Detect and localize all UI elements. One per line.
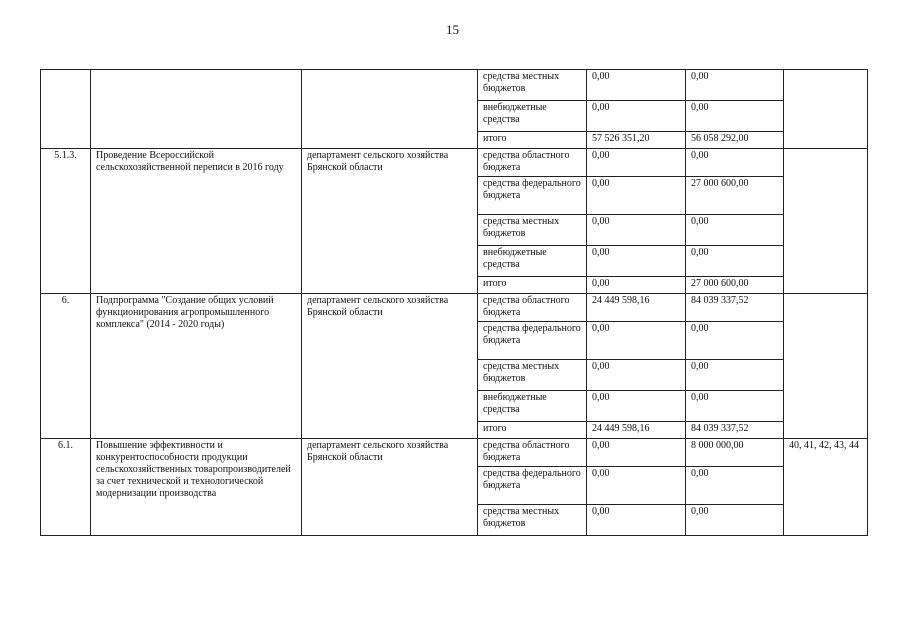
funding-source: средства федерального бюджета [478, 322, 587, 360]
amount-2016: 0,00 [686, 322, 784, 360]
item-number: 6. [41, 294, 91, 439]
amount-2016: 0,00 [686, 215, 784, 246]
item-executor: департамент сельского хозяйства Брянской области [302, 149, 478, 294]
funding-source: средства местных бюджетов [478, 70, 587, 101]
table-body [41, 70, 868, 536]
amount-2016: 0,00 [686, 101, 784, 132]
target-indicators [784, 149, 868, 294]
funding-source: средства областного бюджета [478, 439, 587, 467]
table-row [41, 294, 868, 322]
amount-2016: 27 000 600,00 [686, 177, 784, 215]
item-number [41, 70, 91, 149]
item-name: Повышение эффективности и конкурентоспособности продукции сельскохозяйственных товаропроизводителей за счет технической и технологической модернизации производства [91, 439, 302, 536]
amount-2016: 0,00 [686, 149, 784, 177]
amount-2015: 0,00 [587, 505, 686, 536]
amount-2016: 0,00 [686, 391, 784, 422]
amount-2015: 0,00 [587, 70, 686, 101]
target-indicators [784, 70, 868, 149]
item-name [91, 70, 302, 149]
amount-2016: 56 058 292,00 [686, 132, 784, 149]
amount-2015: 0,00 [587, 215, 686, 246]
funding-source: внебюджетные средства [478, 391, 587, 422]
funding-source: внебюджетные средства [478, 101, 587, 132]
budget-table [40, 69, 868, 536]
amount-2016: 0,00 [686, 70, 784, 101]
amount-2015: 0,00 [587, 391, 686, 422]
funding-source: средства областного бюджета [478, 149, 587, 177]
table-row [41, 149, 868, 177]
amount-2015: 0,00 [587, 360, 686, 391]
target-indicators [784, 294, 868, 439]
funding-source: средства областного бюджета [478, 294, 587, 322]
item-name: Проведение Всероссийской сельскохозяйственной переписи в 2016 году [91, 149, 302, 294]
amount-2015: 57 526 351,20 [587, 132, 686, 149]
amount-2016: 84 039 337,52 [686, 422, 784, 439]
amount-2015: 0,00 [587, 149, 686, 177]
amount-2016: 27 000 600,00 [686, 277, 784, 294]
item-executor: департамент сельского хозяйства Брянской области [302, 439, 478, 536]
item-executor: департамент сельского хозяйства Брянской области [302, 294, 478, 439]
funding-source: итого [478, 132, 587, 149]
table-row [41, 70, 868, 101]
amount-2015: 0,00 [587, 277, 686, 294]
amount-2016: 8 000 000,00 [686, 439, 784, 467]
item-number: 6.1. [41, 439, 91, 536]
funding-source: средства федерального бюджета [478, 467, 587, 505]
amount-2015: 0,00 [587, 439, 686, 467]
amount-2015: 0,00 [587, 467, 686, 505]
item-name: Подпрограмма "Создание общих условий функционирования агропромышленного комплекса" (2014 - 2020 годы) [91, 294, 302, 439]
amount-2016: 0,00 [686, 467, 784, 505]
table-row [41, 439, 868, 467]
amount-2015: 0,00 [587, 101, 686, 132]
amount-2016: 0,00 [686, 246, 784, 277]
amount-2015: 0,00 [587, 246, 686, 277]
amount-2015: 0,00 [587, 177, 686, 215]
funding-source: внебюджетные средства [478, 246, 587, 277]
amount-2015: 0,00 [587, 322, 686, 360]
funding-source: средства федерального бюджета [478, 177, 587, 215]
amount-2015: 24 449 598,16 [587, 294, 686, 322]
amount-2016: 0,00 [686, 360, 784, 391]
funding-source: средства местных бюджетов [478, 360, 587, 391]
amount-2015: 24 449 598,16 [587, 422, 686, 439]
amount-2016: 0,00 [686, 505, 784, 536]
funding-source: итого [478, 422, 587, 439]
amount-2016: 84 039 337,52 [686, 294, 784, 322]
funding-source: итого [478, 277, 587, 294]
funding-source: средства местных бюджетов [478, 215, 587, 246]
item-number: 5.1.3. [41, 149, 91, 294]
target-indicators: 40, 41, 42, 43, 44 [784, 439, 868, 536]
funding-source: средства местных бюджетов [478, 505, 587, 536]
page-number: 15 [446, 22, 459, 37]
item-executor [302, 70, 478, 149]
